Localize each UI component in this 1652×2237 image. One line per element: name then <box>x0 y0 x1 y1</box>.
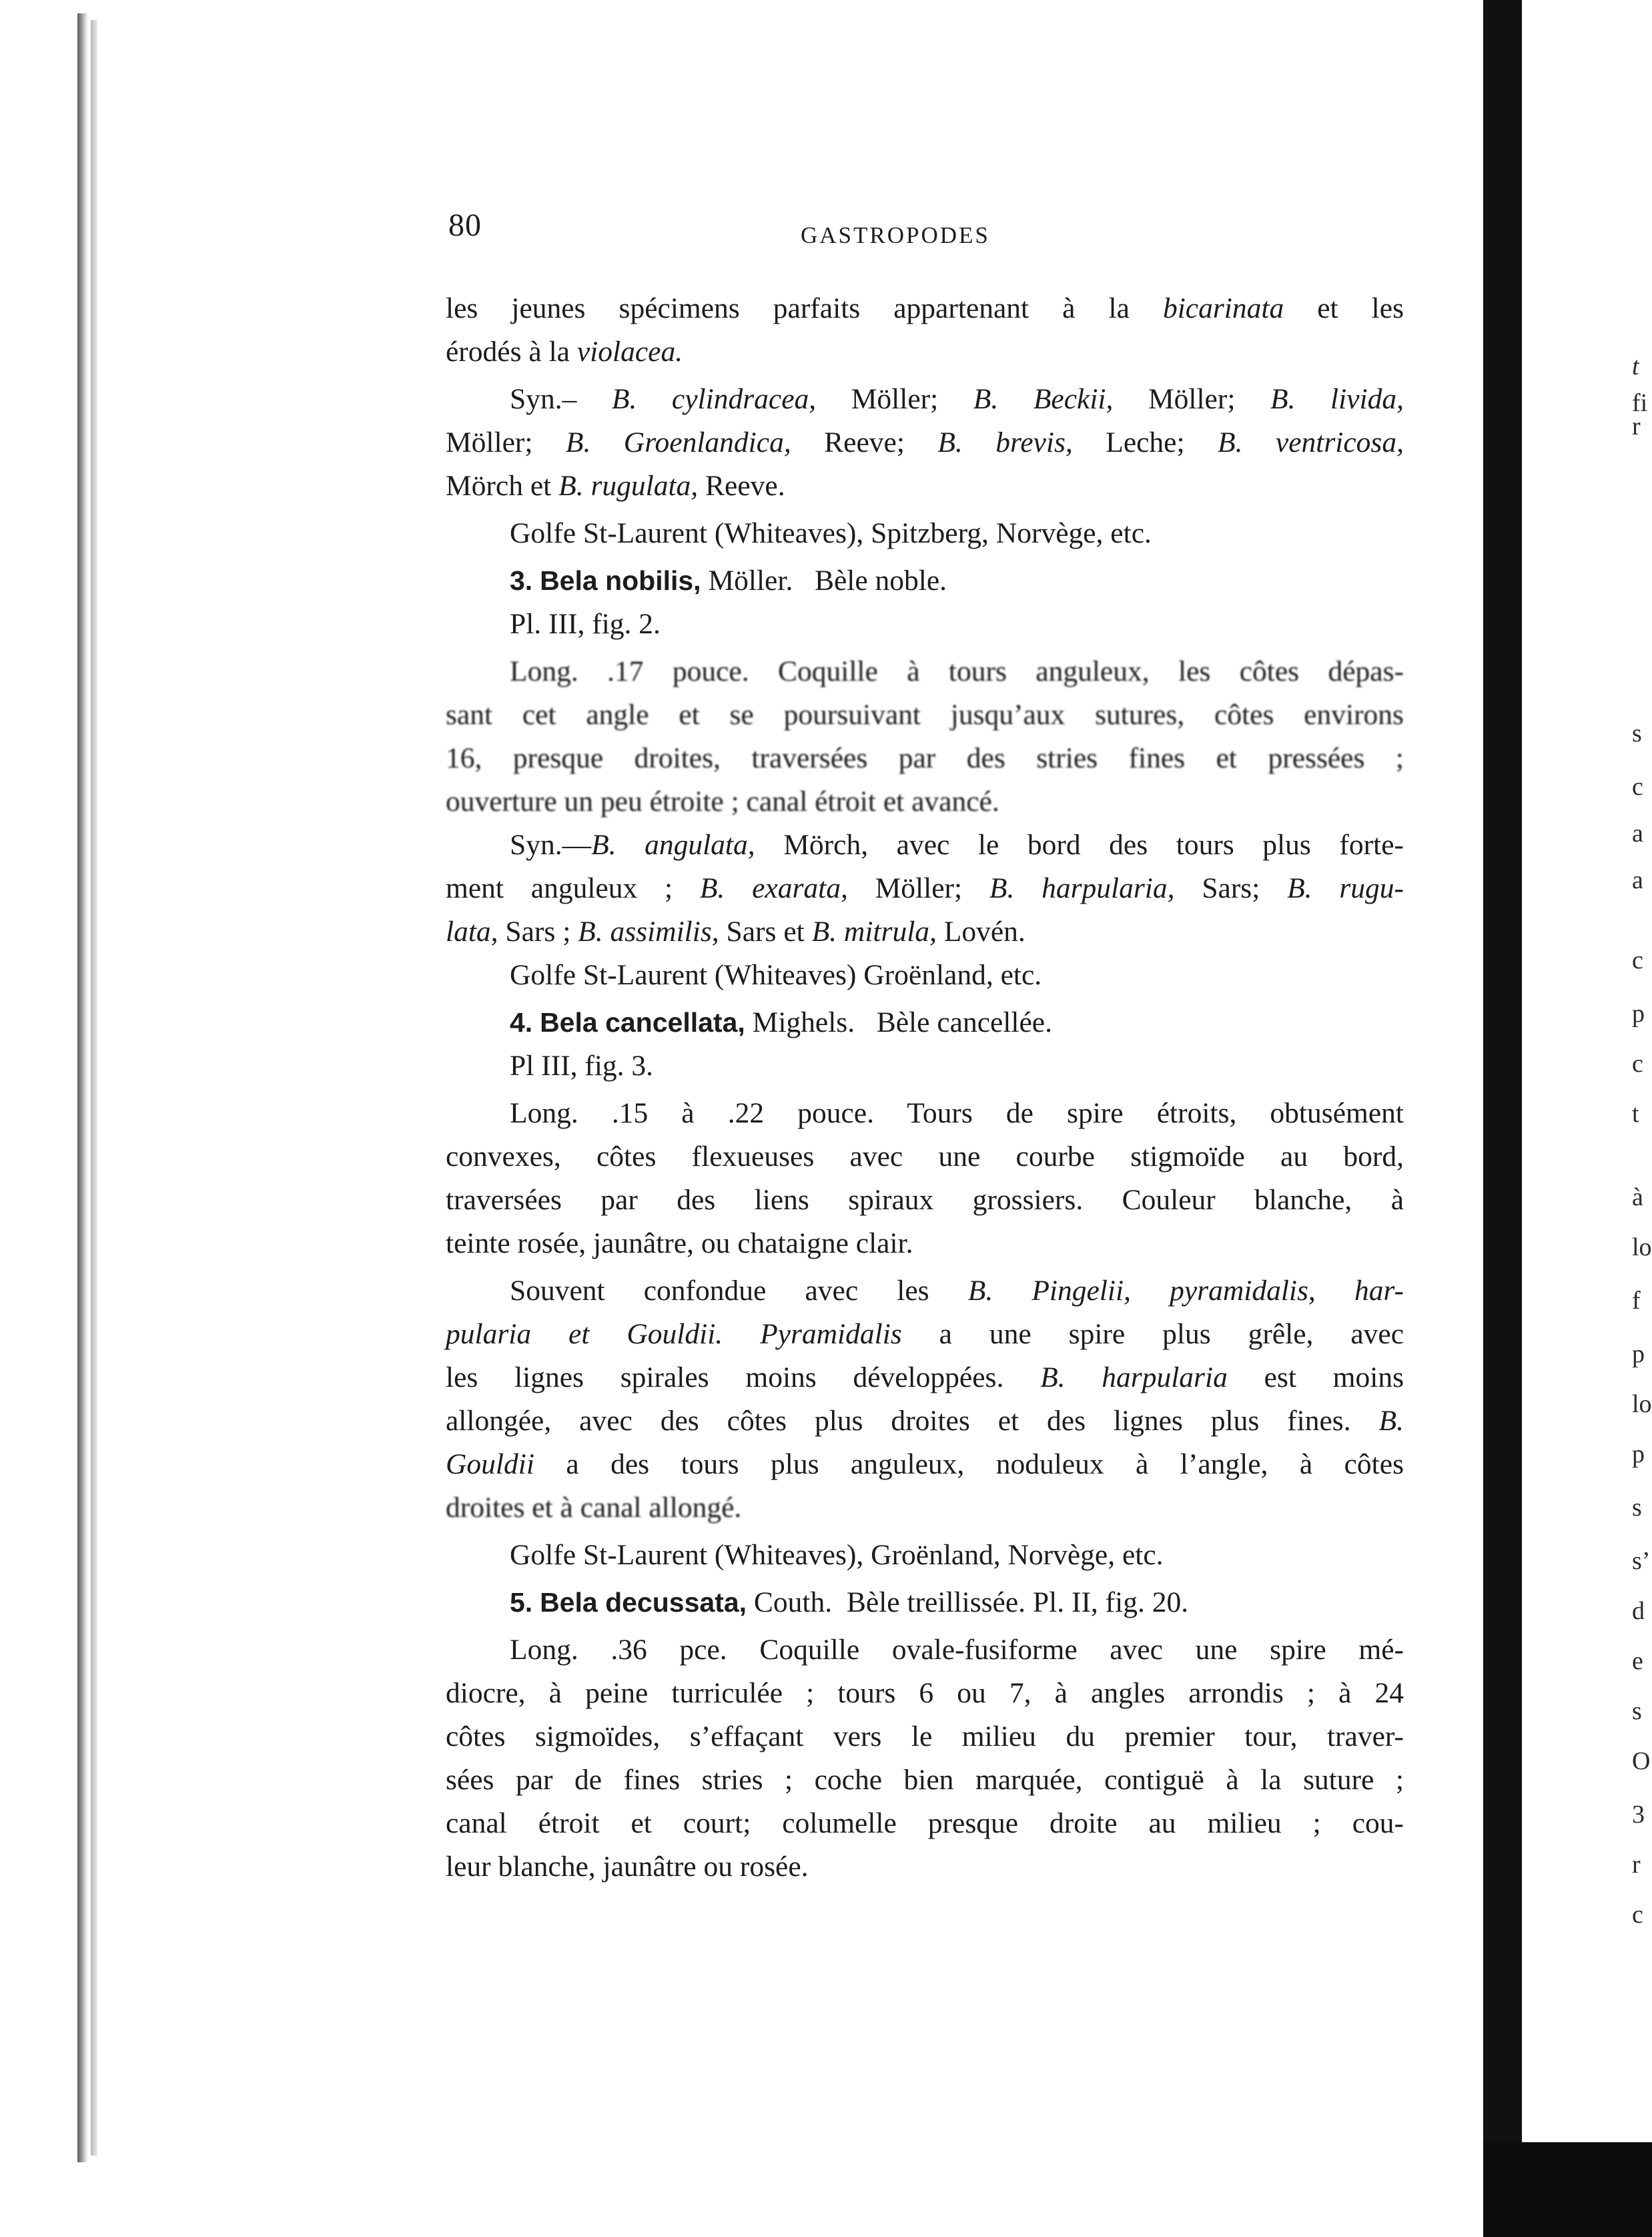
adjacent-page-fragment: lo <box>1632 1390 1652 1418</box>
adjacent-page-fragment: p <box>1632 1440 1645 1468</box>
adjacent-page-fragment: lo <box>1632 1233 1652 1261</box>
synonymy-line: ment anguleux ; B. exarata, Möller; B. harpularia, Sars; B. rugu- <box>446 872 1404 904</box>
adjacent-page-fragment: s’ <box>1632 1547 1651 1575</box>
adjacent-page-fragment: e <box>1632 1647 1643 1675</box>
description-line: teinte rosée, jaunâtre, ou chataigne clair. <box>446 1227 913 1259</box>
note-line: Gouldii a des tours plus anguleux, noduleux à l’angle, à côtes <box>446 1448 1404 1480</box>
species-heading: 4. Bela cancellata, Mighels. Bèle cancellée. <box>510 1006 1052 1038</box>
plate-reference: Pl. III, fig. 2. <box>510 608 661 640</box>
synonymy-line: lata, Sars ; B. assimilis, Sars et B. mitrula, Lovén. <box>446 916 1025 948</box>
adjacent-page-fragment: O <box>1632 1747 1651 1775</box>
plate-reference: Pl III, fig. 3. <box>510 1050 654 1082</box>
page-number: 80 <box>448 208 482 243</box>
adjacent-page-fragment: r <box>1632 412 1641 440</box>
description-line: convexes, côtes flexueuses avec une courbe stigmoïde au bord, <box>446 1141 1404 1173</box>
synonymy-line: Möller; B. Groenlandica, Reeve; B. brevis, Leche; B. ventricosa, <box>446 426 1404 458</box>
note-line: pularia et Gouldii. Pyramidalis a une spire plus grêle, avec <box>446 1318 1404 1350</box>
adjacent-page-fragment: t <box>1632 352 1639 380</box>
description-line: ouverture un peu étroite ; canal étroit et avancé. <box>446 785 999 818</box>
range-line: Golfe St-Laurent (Whiteaves), Spitzberg, Norvège, etc. <box>510 517 1152 549</box>
page-gutter <box>1483 0 1522 2237</box>
description-line: diocre, à peine turriculée ; tours 6 ou 7, à angles arrondis ; à 24 <box>446 1677 1404 1709</box>
book-spine-edge <box>77 13 88 2162</box>
description-line: Long. .17 pouce. Coquille à tours anguleux, les côtes dépas- <box>510 655 1404 687</box>
adjacent-page-fragment: à <box>1632 1183 1643 1211</box>
note-line: allongée, avec des côtes plus droites et des lignes plus fines. B. <box>446 1405 1404 1437</box>
description-line: sant cet angle et se poursuivant jusqu’aux sutures, côtes environs <box>446 699 1404 731</box>
scan-shadow <box>1483 2142 1652 2237</box>
note-line: Souvent confondue avec les B. Pingelii, pyramidalis, har- <box>510 1275 1404 1307</box>
description-line: Long. .15 à .22 pouce. Tours de spire étroits, obtusément <box>510 1097 1404 1129</box>
description-line: Long. .36 pce. Coquille ovale-fusiforme avec une spire mé- <box>510 1634 1404 1666</box>
adjacent-page-fragment: c <box>1632 1050 1643 1078</box>
adjacent-page-fragment: fi <box>1632 389 1648 417</box>
species-heading: 5. Bela decussata, Couth. Bèle treillissée. Pl. II, fig. 20. <box>510 1586 1189 1618</box>
description-line: côtes sigmoïdes, s’effaçant vers le milieu du premier tour, traver- <box>446 1720 1404 1752</box>
adjacent-page-fragment: a <box>1632 820 1643 848</box>
synonymy-line: Syn.– B. cylindracea, Möller; B. Beckii, Möller; B. livida, <box>510 383 1404 415</box>
description-line: canal étroit et court; columelle presque droite au milieu ; cou- <box>446 1807 1404 1839</box>
adjacent-page-fragment: d <box>1632 1597 1645 1625</box>
description-line: leur blanche, jaunâtre ou rosée. <box>446 1851 809 1883</box>
adjacent-page-fragment: c <box>1632 773 1643 801</box>
adjacent-page <box>1522 20 1652 2237</box>
adjacent-page-fragment: t <box>1632 1100 1639 1128</box>
synonymy-line: Mörch et B. rugulata, Reeve. <box>446 470 785 502</box>
adjacent-page-fragment: s <box>1632 719 1642 747</box>
range-line: Golfe St-Laurent (Whiteaves) Groënland, etc. <box>510 959 1042 991</box>
adjacent-page-fragment: r <box>1632 1851 1641 1879</box>
synonymy-line: Syn.—B. angulata, Mörch, avec le bord des tours plus forte- <box>510 829 1404 861</box>
description-line: traversées par des liens spiraux grossiers. Couleur blanche, à <box>446 1184 1404 1216</box>
note-line: les lignes spirales moins développées. B. harpularia est moins <box>446 1361 1404 1393</box>
running-head: GASTROPODES <box>801 222 990 248</box>
adjacent-page-fragment: s <box>1632 1697 1642 1725</box>
range-line: Golfe St-Laurent (Whiteaves), Groënland, Norvège, etc. <box>510 1539 1164 1571</box>
text-line: les jeunes spécimens parfaits appartenant à la bicarinata et les <box>446 292 1404 324</box>
note-line: droites et à canal allongé. <box>446 1492 742 1524</box>
species-heading: 3. Bela nobilis, Möller. Bèle noble. <box>510 565 947 597</box>
description-line: sées par de fines stries ; coche bien marquée, contiguë à la suture ; <box>446 1764 1404 1796</box>
description-line: 16, presque droites, traversées par des stries fines et pressées ; <box>446 742 1404 774</box>
adjacent-page-fragment: a <box>1632 866 1643 894</box>
adjacent-page-fragment: s <box>1632 1494 1642 1522</box>
adjacent-page-fragment: c <box>1632 946 1643 974</box>
adjacent-page-fragment: 3 <box>1632 1801 1645 1829</box>
adjacent-page-fragment: p <box>1632 1340 1645 1368</box>
adjacent-page-fragment: c <box>1632 1901 1643 1929</box>
page-text <box>446 287 1404 1889</box>
adjacent-page-fragment: f <box>1632 1287 1641 1315</box>
text-line: érodés à la violacea. <box>446 336 683 368</box>
book-page-edge <box>91 20 97 2156</box>
adjacent-page-fragment: p <box>1632 1000 1645 1028</box>
